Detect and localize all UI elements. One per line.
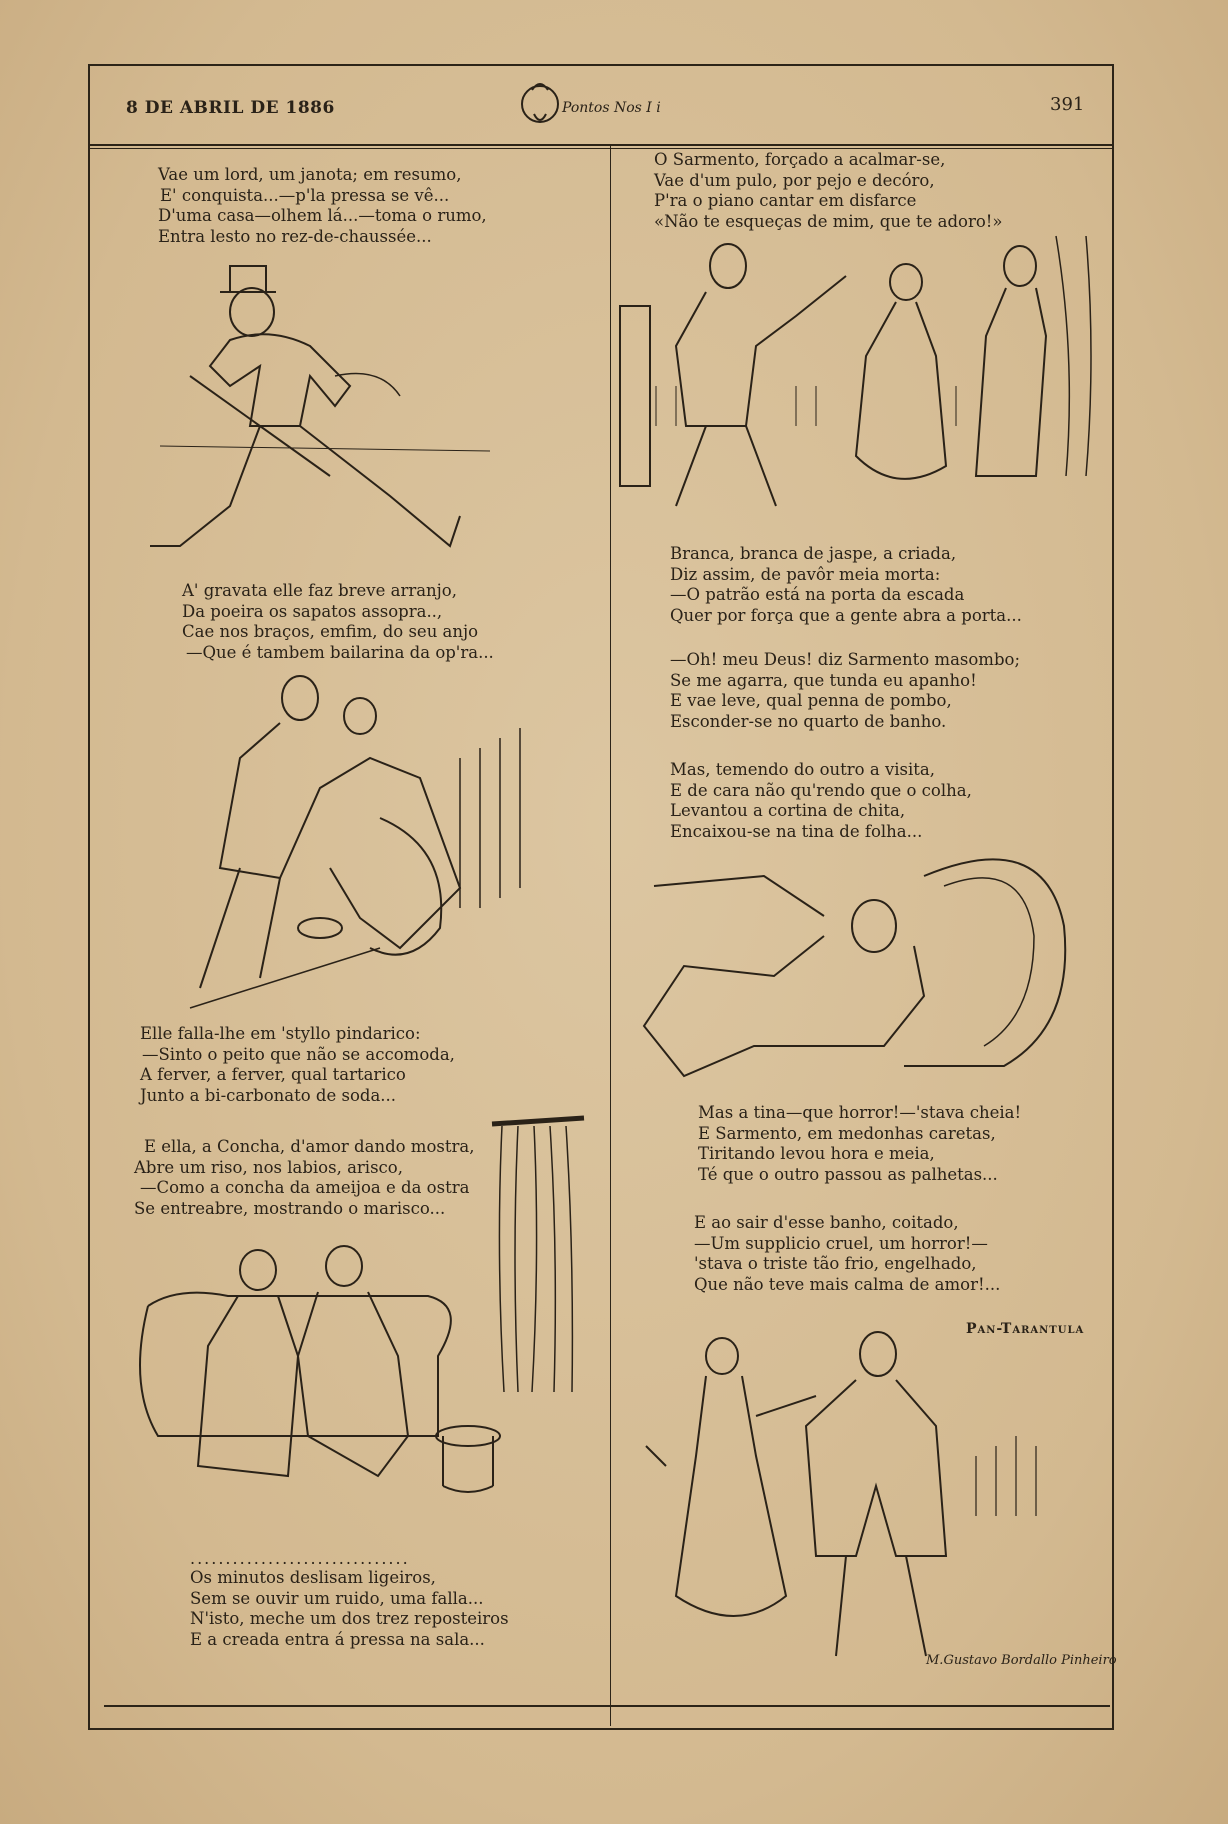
masthead-logo	[510, 68, 661, 138]
verse-line: Sem se ouvir um ruido, uma falla...	[190, 1588, 484, 1608]
verse-line: Diz assim, de pavôr meia morta:	[670, 564, 941, 584]
verse-line: O Sarmento, forçado a acalmar-se,	[654, 150, 946, 169]
bottom-rule	[104, 1705, 1110, 1707]
illustration-man-in-tub	[624, 846, 1094, 1096]
verse-line: Se me agarra, que tunda eu apanho!	[670, 670, 977, 690]
verse-line: Que não teve mais calma de amor!...	[694, 1274, 1001, 1294]
header-rule	[90, 144, 1112, 146]
left-stanza-5	[190, 1568, 509, 1650]
illustration-piano-scene	[616, 236, 1096, 536]
left-stanza-2	[182, 581, 494, 663]
verse-line: Encaixou-se na tina de folha...	[670, 821, 923, 841]
verse-line: Té que o outro passou as palhetas...	[698, 1164, 998, 1184]
verse-line: Os minutos deslisam ligeiros,	[190, 1568, 436, 1587]
verse-line: Quer por força que a gente abra a porta...	[670, 605, 1022, 625]
verse-line: Da poeira os sapatos assopra..,	[182, 601, 443, 621]
verse-line: E vae leve, qual penna de pombo,	[670, 691, 952, 710]
verse-line: Vae um lord, um janota; em resumo,	[158, 165, 462, 184]
verse-line: Vae d'um pulo, por pejo e decóro,	[654, 170, 935, 190]
verse-line: A' gravata elle faz breve arranjo,	[182, 581, 457, 600]
artist-signature: M.Gustavo Bordallo Pinheiro	[926, 1653, 1117, 1668]
left-stanza-3	[140, 1024, 455, 1106]
verse-line: —Um supplicio cruel, um horror!—	[694, 1233, 988, 1253]
left-stanza-4	[134, 1137, 474, 1219]
illustration-couple-sofa	[138, 1236, 518, 1506]
verse-line: Se entreabre, mostrando o marisco...	[134, 1198, 446, 1218]
illustration-couple-standing	[646, 1336, 1096, 1676]
verse-line: —O patrão está na porta da escada	[670, 585, 965, 604]
right-stanza-2	[670, 544, 1022, 626]
right-stanza-4	[670, 760, 972, 842]
verse-line: E ao sair d'esse banho, coitado,	[694, 1213, 959, 1232]
right-stanza-5	[698, 1103, 1021, 1185]
verse-line: A ferver, a ferver, qual tartarico	[140, 1065, 406, 1084]
verse-line: Esconder-se no quarto de banho.	[670, 711, 947, 731]
verse-line: E' conquista...—p'la pressa se vê...	[160, 185, 450, 205]
verse-line: P'ra o piano cantar em disfarce	[654, 191, 917, 210]
verse-line: D'uma casa—olhem lá...—toma o rumo,	[158, 206, 487, 225]
right-stanza-6	[694, 1213, 1000, 1295]
header-rule-inner	[90, 148, 1112, 149]
column-divider	[610, 144, 611, 1726]
illustration-embrace	[120, 668, 580, 1018]
page-number: 391	[1050, 94, 1085, 115]
section-break-dots: ...............................	[190, 1549, 410, 1568]
verse-line: 'stava o triste tão frio, engelhado,	[694, 1254, 977, 1273]
right-stanza-1	[654, 150, 1003, 232]
verse-line: Mas a tina—que horror!—'stava cheia!	[698, 1103, 1022, 1122]
issue-date: 8 DE ABRIL DE 1886	[126, 98, 335, 118]
verse-line: E de cara não qu'rendo que o colha,	[670, 780, 972, 800]
verse-line: Cae nos braços, emfim, do seu anjo	[182, 622, 479, 641]
illustration-dandy-walking	[160, 256, 540, 576]
verse-line: Mas, temendo do outro a visita,	[670, 760, 935, 779]
verse-line: E ella, a Concha, d'amor dando mostra,	[144, 1137, 475, 1156]
verse-line: —Sinto o peito que não se accomoda,	[142, 1044, 455, 1064]
verse-line: E Sarmento, em medonhas caretas,	[698, 1123, 996, 1143]
verse-line: Tiritando levou hora e meia,	[698, 1144, 935, 1163]
verse-line: Levantou a cortina de chita,	[670, 801, 906, 820]
svg-text:Pontos Nos I i: Pontos Nos I i	[562, 100, 661, 116]
verse-line: Junto a bi-carbonato de soda...	[140, 1085, 397, 1105]
verse-line: N'isto, meche um dos trez reposteiros	[190, 1609, 509, 1628]
verse-line: Branca, branca de jaspe, a criada,	[670, 544, 957, 563]
verse-line: —Que é tambem bailarina da op'ra...	[186, 642, 494, 662]
verse-line: Entra lesto no rez-de-chaussée...	[158, 226, 432, 246]
verse-line: E a creada entra á pressa na sala...	[190, 1629, 485, 1649]
left-stanza-1	[158, 165, 487, 247]
right-stanza-3	[670, 650, 1020, 732]
verse-line: Abre um riso, nos labios, arisco,	[134, 1157, 403, 1177]
author-signature: Pan-Tarantula	[966, 1321, 1085, 1337]
verse-line: —Oh! meu Deus! diz Sarmento masombo;	[670, 650, 1021, 669]
verse-line: —Como a concha da ameijoa e da ostra	[140, 1178, 470, 1197]
verse-line: Elle falla-lhe em 'styllo pindarico:	[140, 1024, 421, 1043]
verse-line: «Não te esqueças de mim, que te adoro!»	[654, 211, 1003, 231]
